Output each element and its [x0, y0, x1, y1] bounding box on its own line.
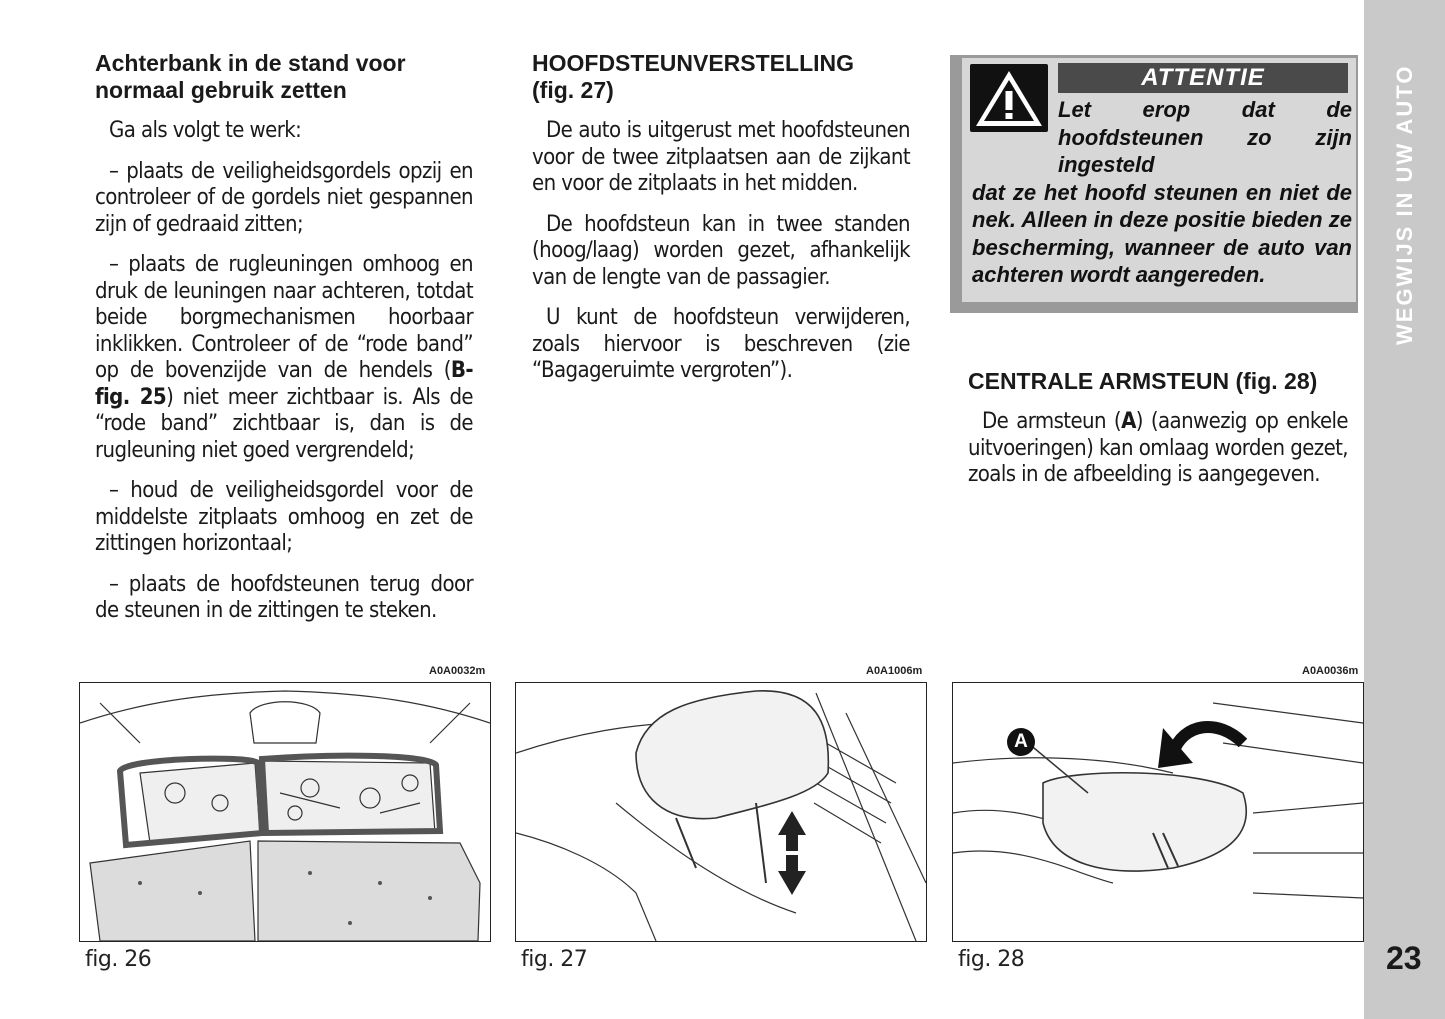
figure-caption: fig. 28 [958, 947, 1025, 972]
text-span: ) (aanwezig op enkele uitvoeringen) kan omlaag worden gezet, zoals in de afbeelding is aangegeven. [968, 409, 1349, 487]
paragraph: – houd de veiligheidsgordel voor de middelste zitplaats omhoog en zet de zittingen horizontaal; [95, 478, 473, 556]
headrest-drawing [516, 683, 926, 941]
figure-reference: B-fig. 25 [95, 358, 473, 410]
column-right [968, 368, 1348, 503]
figure-headrest-illustration [515, 682, 927, 942]
paragraph: De hoofdsteun kan in twee standen (hoog/laag) worden gezet, afhankelijk van de lengte van de passagier. [532, 211, 910, 290]
warning-text-first: Let erop dat de hoofdsteunen zo zijn ingesteld [1058, 97, 1352, 177]
heading-figure-ref: (fig. 28) [1235, 368, 1318, 394]
column-left [95, 50, 473, 639]
text-span: De armsteun ( [982, 409, 1122, 434]
figure-rear-seat-illustration [79, 682, 491, 942]
paragraph [95, 252, 473, 464]
section-heading-rear-seat: Achterbank in de stand voor normaal gebruik zetten [95, 50, 406, 103]
text-span: ) niet meer zichtbaar is. Als de “rode band” zichtbaar is, dan is de rugleuning niet goed vergrendeld; [95, 384, 473, 463]
warning-text [972, 96, 1352, 289]
paragraph: U kunt de hoofdsteun verwijderen, zoals hiervoor is beschreven (zie “Bagageruimte vergroten”). [532, 305, 910, 383]
armrest-drawing [953, 683, 1363, 941]
heading-text: HOOFDSTEUNVERSTELLING [532, 50, 855, 76]
chapter-title: WEGWIJS IN UW AUTO [1392, 64, 1417, 345]
warning-title: ATTENTIE [1058, 63, 1348, 93]
heading-text: CENTRALE ARMSTEUN [968, 368, 1230, 394]
paragraph: – plaats de hoofdsteunen terug door de steunen in de zittingen te steken. [95, 571, 473, 623]
warning-text-rest: dat ze het hoofd steunen en niet de nek. Alleen in deze positie bieden ze bescherming, wanneer de auto van achteren wordt aangereden. [972, 179, 1352, 287]
paragraph: Ga als volgt te werk: [109, 118, 302, 143]
figure-caption: fig. 26 [85, 947, 152, 972]
figure-armrest-illustration [952, 682, 1364, 942]
figure-code: A0A1006m [866, 665, 923, 677]
paragraph: – plaats de veiligheidsgordels opzij en controleer of de gordels niet gespannen zijn of gedraaid zitten; [95, 158, 473, 237]
figure-caption: fig. 27 [521, 947, 588, 972]
paragraph [968, 409, 1348, 489]
callout-label: A [1007, 728, 1035, 756]
page-number: 23 [1386, 940, 1422, 976]
figure-code: A0A0036m [1302, 665, 1359, 677]
figure-reference: A [1121, 409, 1136, 434]
column-middle [532, 50, 910, 399]
section-heading-armrest [968, 368, 1348, 395]
rear-seat-drawing [80, 683, 490, 941]
warning-box [962, 58, 1356, 302]
paragraph: De auto is uitgerust met hoofdsteunen voor de twee zitplaatsen aan de zijkant en voor de zitplaats in het midden. [532, 118, 910, 196]
section-heading-headrest [532, 50, 910, 104]
figure-code: A0A0032m [429, 665, 486, 677]
heading-figure-ref: (fig. 27) [532, 77, 614, 103]
text-span: – plaats de rugleuningen omhoog en druk de leuningen naar achteren, totdat beide borgmechanismen hoorbaar inklikken. Controleer of de “rode band” op de bovenzijde van de hendels ( [95, 252, 473, 383]
